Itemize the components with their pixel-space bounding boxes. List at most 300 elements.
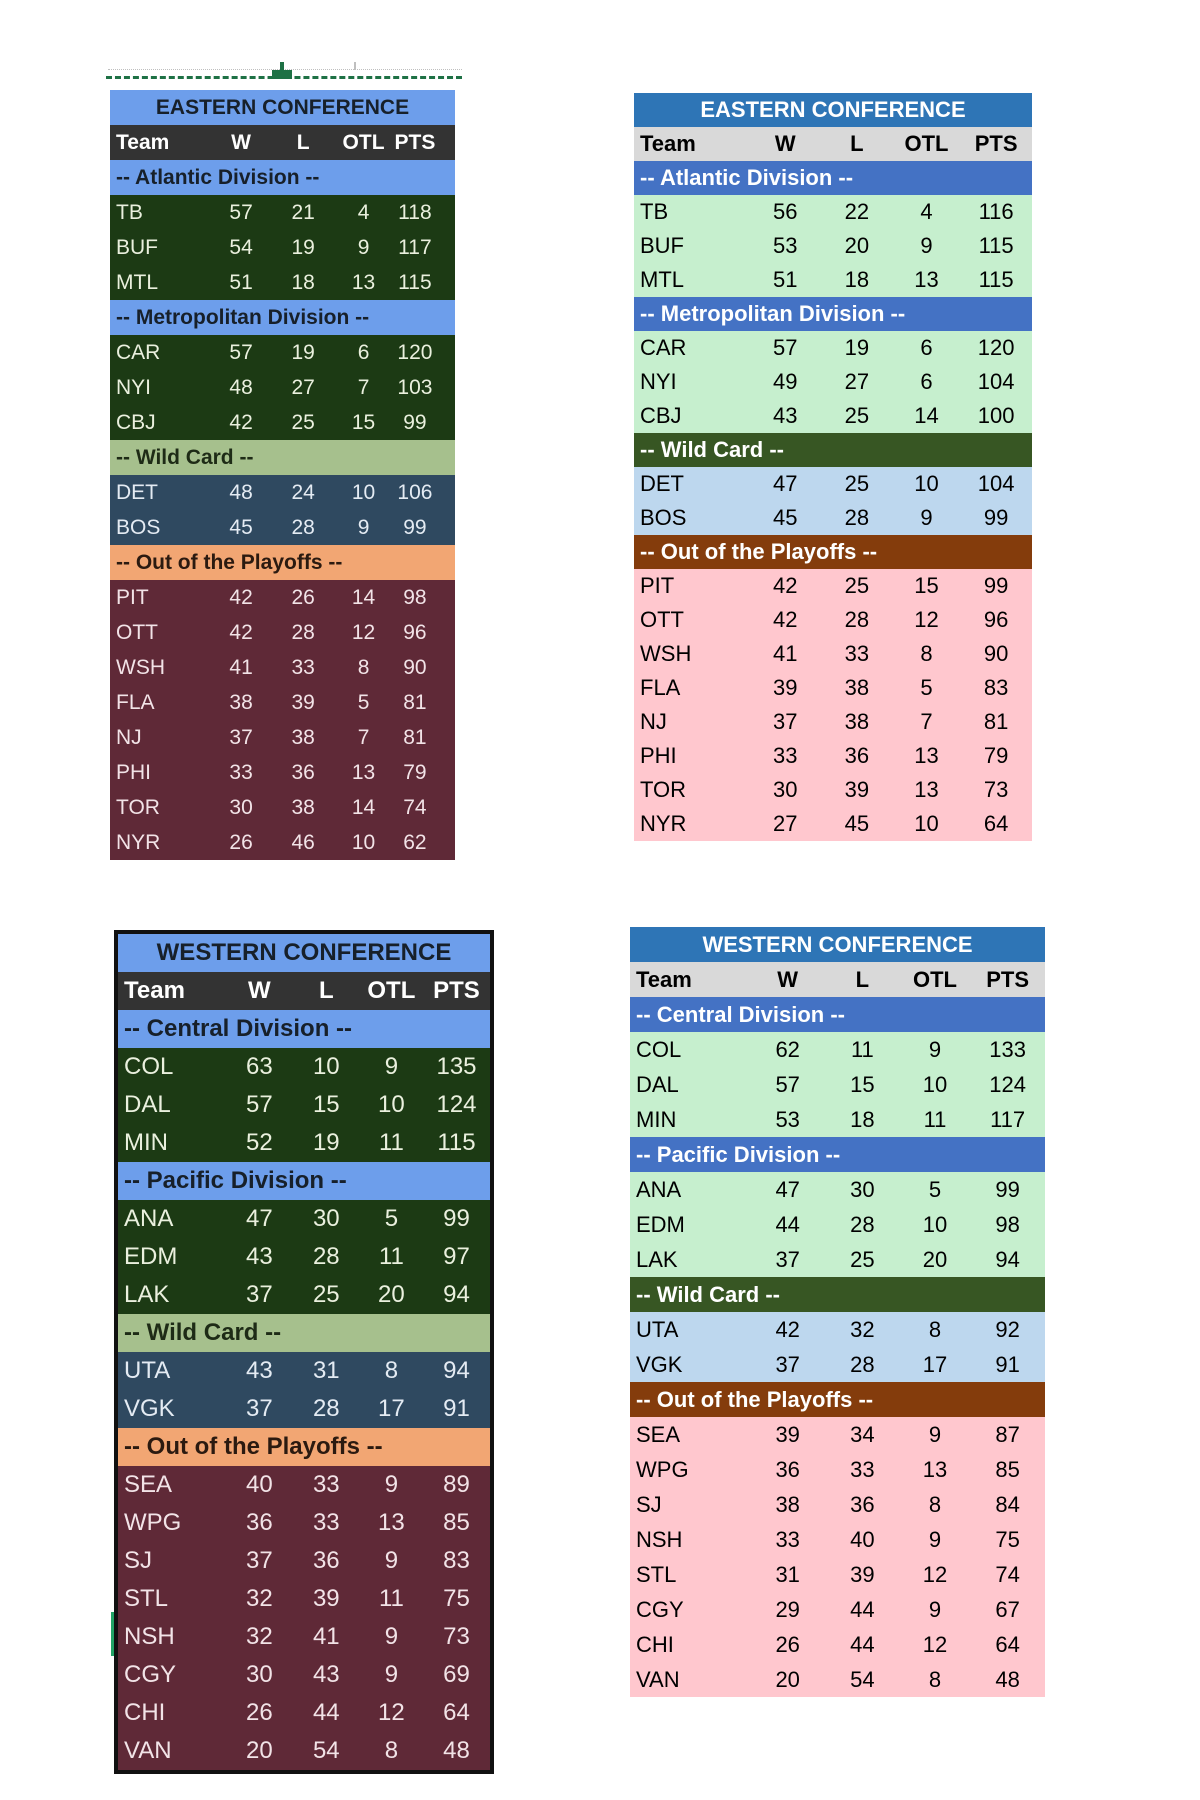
team-row [630,1627,1045,1662]
col-header-team: Team [636,966,692,992]
wins-cell: 47 [246,1205,273,1232]
wins-cell: 57 [229,200,253,224]
otl-cell: 8 [928,1491,942,1517]
wins-cell: 42 [229,620,253,644]
pts-cell: 81 [403,690,427,714]
otl-cell: 8 [928,1666,942,1692]
wins-cell: 41 [772,641,798,666]
wins-cell: 47 [772,471,798,496]
team-cell: COL [124,1053,174,1080]
section-header: -- Central Division -- [630,997,1045,1032]
wins-cell: 27 [772,811,798,836]
losses-cell: 41 [312,1623,340,1650]
losses-cell: 28 [291,620,315,644]
team-cell: STL [124,1585,169,1612]
team-row [634,331,1032,365]
team-row [110,195,455,230]
team-row [634,467,1032,501]
team-row [630,1207,1045,1242]
pts-cell: 115 [978,233,1014,258]
wins-cell: 37 [246,1395,273,1422]
otl-cell: 6 [357,340,370,364]
team-cell: NYI [116,375,152,399]
wins-cell: 57 [246,1091,273,1118]
team-row [118,1466,490,1504]
otl-cell: 13 [914,743,939,768]
otl-cell: 15 [351,410,376,434]
standings-table-eastern-light[interactable] [634,93,1032,841]
team-row [634,569,1032,603]
col-header-losses: L [318,977,334,1004]
table-body [110,160,455,860]
otl-cell: 8 [384,1357,399,1384]
team-cell: FLA [640,675,681,700]
otl-cell: 14 [351,585,376,609]
wins-cell: 40 [246,1471,273,1498]
section-header: -- Out of the Playoffs -- [118,1428,490,1466]
gridline-tick [354,62,356,70]
col-header-team: Team [124,977,185,1004]
team-row [634,807,1032,841]
team-cell: VGK [636,1351,683,1377]
pts-cell: 103 [397,375,433,399]
pts-cell: 115 [978,267,1014,292]
wins-cell: 63 [246,1053,273,1080]
team-row [634,637,1032,671]
pts-cell: 120 [977,335,1015,360]
table-title: EASTERN CONFERENCE [634,93,1032,127]
team-cell: WPG [636,1456,689,1482]
losses-cell: 15 [312,1091,340,1118]
team-row [630,1417,1045,1452]
team-row [110,650,455,685]
team-row [634,263,1032,297]
team-row [630,1522,1045,1557]
table-body [630,997,1045,1697]
col-header-otl: OTL [912,966,957,992]
otl-cell: 9 [928,1526,942,1552]
losses-cell: 39 [844,777,870,802]
pts-cell: 96 [983,607,1009,632]
team-cell: NYR [116,830,161,854]
pts-cell: 99 [983,573,1009,598]
team-row [630,1032,1045,1067]
team-cell: MIN [636,1106,677,1132]
team-cell: OTT [116,620,158,644]
pts-cell: 84 [995,1491,1020,1517]
wins-cell: 30 [246,1661,273,1688]
wins-cell: 39 [775,1421,800,1447]
wins-cell: 39 [772,675,798,700]
wins-cell: 45 [772,505,798,530]
column-header-row [634,127,1032,161]
losses-cell: 27 [844,369,870,394]
team-row [110,370,455,405]
team-row [110,265,455,300]
team-row [110,755,455,790]
wins-cell: 56 [772,199,798,224]
otl-cell: 10 [351,830,376,854]
wins-cell: 29 [775,1596,800,1622]
pts-cell: 116 [978,199,1014,224]
section-header: -- Atlantic Division -- [634,161,1032,195]
selection-handle[interactable] [272,70,292,79]
team-cell: VGK [124,1395,175,1422]
losses-cell: 31 [312,1357,340,1384]
team-row [634,229,1032,263]
section-header: -- Wild Card -- [630,1277,1045,1312]
otl-cell: 4 [357,200,370,224]
wins-cell: 49 [772,369,798,394]
losses-cell: 20 [844,233,870,258]
losses-cell: 28 [312,1395,340,1422]
team-row [630,1067,1045,1102]
otl-cell: 4 [920,199,933,224]
losses-cell: 40 [850,1526,875,1552]
losses-cell: 18 [844,267,870,292]
team-row [118,1238,490,1276]
pts-cell: 99 [403,515,427,539]
team-row [630,1487,1045,1522]
team-row [634,705,1032,739]
otl-cell: 9 [928,1421,942,1447]
col-header-otl: OTL [367,977,416,1004]
team-cell: PHI [116,760,152,784]
wins-cell: 33 [229,760,253,784]
col-header-wins: W [231,130,251,154]
losses-cell: 32 [850,1316,875,1342]
losses-cell: 54 [850,1666,875,1692]
pts-cell: 64 [983,811,1009,836]
section-header: -- Pacific Division -- [118,1162,490,1200]
pts-cell: 92 [995,1316,1020,1342]
team-row [118,1504,490,1542]
team-cell: TB [640,199,669,224]
otl-cell: 12 [922,1561,948,1587]
team-cell: CGY [636,1596,684,1622]
team-cell: TOR [640,777,687,802]
team-row [110,825,455,860]
wins-cell: 37 [772,709,798,734]
col-header-otl: OTL [342,130,385,154]
losses-cell: 22 [844,199,870,224]
losses-cell: 38 [291,795,315,819]
otl-cell: 9 [384,1547,399,1574]
team-cell: PHI [640,743,677,768]
wins-cell: 57 [229,340,253,364]
column-header-row [630,962,1045,997]
pts-cell: 96 [403,620,427,644]
team-cell: BUF [640,233,684,258]
section-header: -- Metropolitan Division -- [634,297,1032,331]
table-title: WESTERN CONFERENCE [118,934,490,972]
section-header: -- Out of the Playoffs -- [630,1382,1045,1417]
otl-cell: 5 [928,1176,942,1202]
pts-cell: 94 [443,1281,470,1308]
otl-cell: 6 [920,369,933,394]
team-cell: OTT [640,607,684,632]
otl-cell: 13 [351,760,376,784]
team-cell: ANA [124,1205,174,1232]
pts-cell: 117 [990,1106,1026,1132]
otl-cell: 15 [914,573,939,598]
wins-cell: 30 [229,795,253,819]
pts-cell: 115 [398,270,432,294]
losses-cell: 33 [291,655,315,679]
team-row [630,1102,1045,1137]
otl-cell: 9 [920,505,933,530]
otl-cell: 20 [922,1246,948,1272]
team-cell: DAL [124,1091,171,1118]
wins-cell: 42 [775,1316,800,1342]
team-row [634,365,1032,399]
wins-cell: 43 [246,1243,273,1270]
wins-cell: 42 [229,410,253,434]
team-cell: CHI [124,1699,166,1726]
section-header: -- Metropolitan Division -- [110,300,455,335]
otl-cell: 5 [920,675,933,700]
losses-cell: 28 [312,1243,340,1270]
losses-cell: 25 [312,1281,340,1308]
losses-cell: 25 [844,403,870,428]
losses-cell: 19 [312,1129,340,1156]
wins-cell: 57 [772,335,798,360]
pts-cell: 62 [403,830,427,854]
losses-cell: 25 [844,471,870,496]
table-title: WESTERN CONFERENCE [630,927,1045,962]
otl-cell: 9 [384,1471,399,1498]
team-row [110,475,455,510]
wins-cell: 51 [229,270,253,294]
team-row [110,510,455,545]
team-cell: LAK [636,1246,678,1272]
wins-cell: 37 [246,1281,273,1308]
otl-cell: 13 [351,270,376,294]
team-row [118,1200,490,1238]
team-row [118,1352,490,1390]
otl-cell: 9 [928,1596,942,1622]
losses-cell: 10 [312,1053,340,1080]
losses-cell: 39 [850,1561,875,1587]
wins-cell: 20 [775,1666,800,1692]
losses-cell: 36 [291,760,315,784]
team-row [634,501,1032,535]
pts-cell: 87 [995,1421,1020,1447]
team-row [118,1732,490,1770]
team-cell: COL [636,1036,682,1062]
pts-cell: 135 [436,1053,477,1080]
pts-cell: 99 [995,1176,1020,1202]
team-cell: ANA [636,1176,682,1202]
team-row [634,773,1032,807]
team-cell: WSH [640,641,692,666]
otl-cell: 10 [378,1091,405,1118]
losses-cell: 33 [850,1456,875,1482]
wins-cell: 47 [775,1176,800,1202]
otl-cell: 7 [357,725,370,749]
otl-cell: 7 [357,375,370,399]
table-title: EASTERN CONFERENCE [110,90,455,125]
losses-cell: 18 [291,270,315,294]
table-body [634,161,1032,841]
team-row [110,790,455,825]
col-header-pts: PTS [433,977,480,1004]
team-cell: DET [116,480,158,504]
section-header: -- Pacific Division -- [630,1137,1045,1172]
wins-cell: 48 [229,480,253,504]
pts-cell: 90 [403,655,427,679]
losses-cell: 38 [844,709,870,734]
wins-cell: 37 [775,1246,800,1272]
team-row [110,685,455,720]
pts-cell: 99 [403,410,427,434]
pts-cell: 89 [443,1471,470,1498]
section-header: -- Out of the Playoffs -- [634,535,1032,569]
team-row [634,739,1032,773]
standings-table-western-light[interactable] [630,927,1045,1697]
pts-cell: 85 [443,1509,470,1536]
losses-cell: 26 [291,585,315,609]
losses-cell: 44 [850,1631,875,1657]
team-cell: NSH [124,1623,175,1650]
col-header-losses: L [855,966,870,992]
losses-cell: 25 [850,1246,875,1272]
team-cell: CBJ [640,403,682,428]
wins-cell: 36 [246,1509,273,1536]
team-row [634,671,1032,705]
losses-cell: 33 [844,641,870,666]
wins-cell: 33 [775,1526,800,1552]
team-row [634,603,1032,637]
team-cell: STL [636,1561,677,1587]
table-body [118,1010,490,1770]
wins-cell: 42 [772,573,798,598]
losses-cell: 18 [850,1106,875,1132]
pts-cell: 91 [995,1351,1020,1377]
wins-cell: 37 [775,1351,800,1377]
otl-cell: 12 [922,1631,948,1657]
team-row [118,1048,490,1086]
wins-cell: 42 [229,585,253,609]
team-row [118,1656,490,1694]
team-row [118,1086,490,1124]
team-cell: VAN [124,1737,172,1764]
wins-cell: 26 [246,1699,273,1726]
col-header-team: Team [640,131,696,156]
team-cell: CGY [124,1661,177,1688]
otl-cell: 7 [920,709,933,734]
pts-cell: 115 [437,1129,476,1156]
team-cell: MIN [124,1129,168,1156]
wins-cell: 32 [246,1585,273,1612]
losses-cell: 54 [312,1737,340,1764]
team-row [118,1124,490,1162]
col-header-wins: W [774,131,796,156]
wins-cell: 42 [772,607,798,632]
team-row [118,1694,490,1732]
pts-cell: 79 [403,760,427,784]
otl-cell: 9 [357,515,370,539]
team-cell: UTA [636,1316,679,1342]
wins-cell: 32 [246,1623,273,1650]
otl-cell: 9 [384,1623,399,1650]
pts-cell: 133 [989,1036,1026,1062]
pts-cell: 83 [983,675,1009,700]
wins-cell: 45 [229,515,253,539]
otl-cell: 12 [378,1699,405,1726]
standings-table-eastern-dark[interactable] [110,90,455,860]
losses-cell: 21 [291,200,315,224]
team-cell: NYR [640,811,687,836]
team-cell: SJ [124,1547,153,1574]
wins-cell: 53 [775,1106,800,1132]
otl-cell: 9 [384,1053,399,1080]
wins-cell: 51 [772,267,798,292]
pts-cell: 99 [443,1205,470,1232]
team-cell: EDM [124,1243,178,1270]
otl-cell: 6 [920,335,933,360]
losses-cell: 46 [291,830,315,854]
pts-cell: 98 [995,1211,1020,1237]
pts-cell: 48 [995,1666,1020,1692]
wins-cell: 26 [775,1631,800,1657]
team-row [110,230,455,265]
pts-cell: 48 [443,1737,470,1764]
standings-table-western-dark[interactable] [114,930,494,1774]
losses-cell: 11 [850,1036,874,1062]
pts-cell: 104 [977,471,1015,496]
pts-cell: 67 [995,1596,1020,1622]
team-cell: WSH [116,655,165,679]
losses-cell: 28 [291,515,315,539]
losses-cell: 28 [850,1211,875,1237]
wins-cell: 30 [772,777,798,802]
pts-cell: 69 [443,1661,470,1688]
pts-cell: 73 [443,1623,470,1650]
team-cell: DET [640,471,684,496]
pts-cell: 98 [403,585,427,609]
wins-cell: 43 [246,1357,273,1384]
otl-cell: 13 [914,777,939,802]
team-cell: BOS [640,505,687,530]
pts-cell: 85 [995,1456,1020,1482]
wins-cell: 36 [775,1456,800,1482]
section-header: -- Wild Card -- [110,440,455,475]
column-header-row [118,972,490,1010]
losses-cell: 24 [291,480,315,504]
section-header: -- Wild Card -- [118,1314,490,1352]
otl-cell: 10 [922,1211,948,1237]
losses-cell: 34 [850,1421,875,1447]
otl-cell: 10 [914,811,939,836]
otl-cell: 5 [357,690,370,714]
team-cell: MTL [640,267,684,292]
pts-cell: 97 [443,1243,470,1270]
team-cell: SEA [124,1471,173,1498]
losses-cell: 30 [312,1205,340,1232]
team-row [630,1452,1045,1487]
otl-cell: 13 [914,267,939,292]
team-cell: WPG [124,1509,182,1536]
team-cell: NYI [640,369,677,394]
pts-cell: 79 [983,743,1009,768]
team-row [630,1242,1045,1277]
losses-cell: 28 [844,505,870,530]
col-header-wins: W [248,977,271,1004]
col-header-wins: W [777,966,799,992]
team-row [634,195,1032,229]
team-cell: PIT [640,573,675,598]
